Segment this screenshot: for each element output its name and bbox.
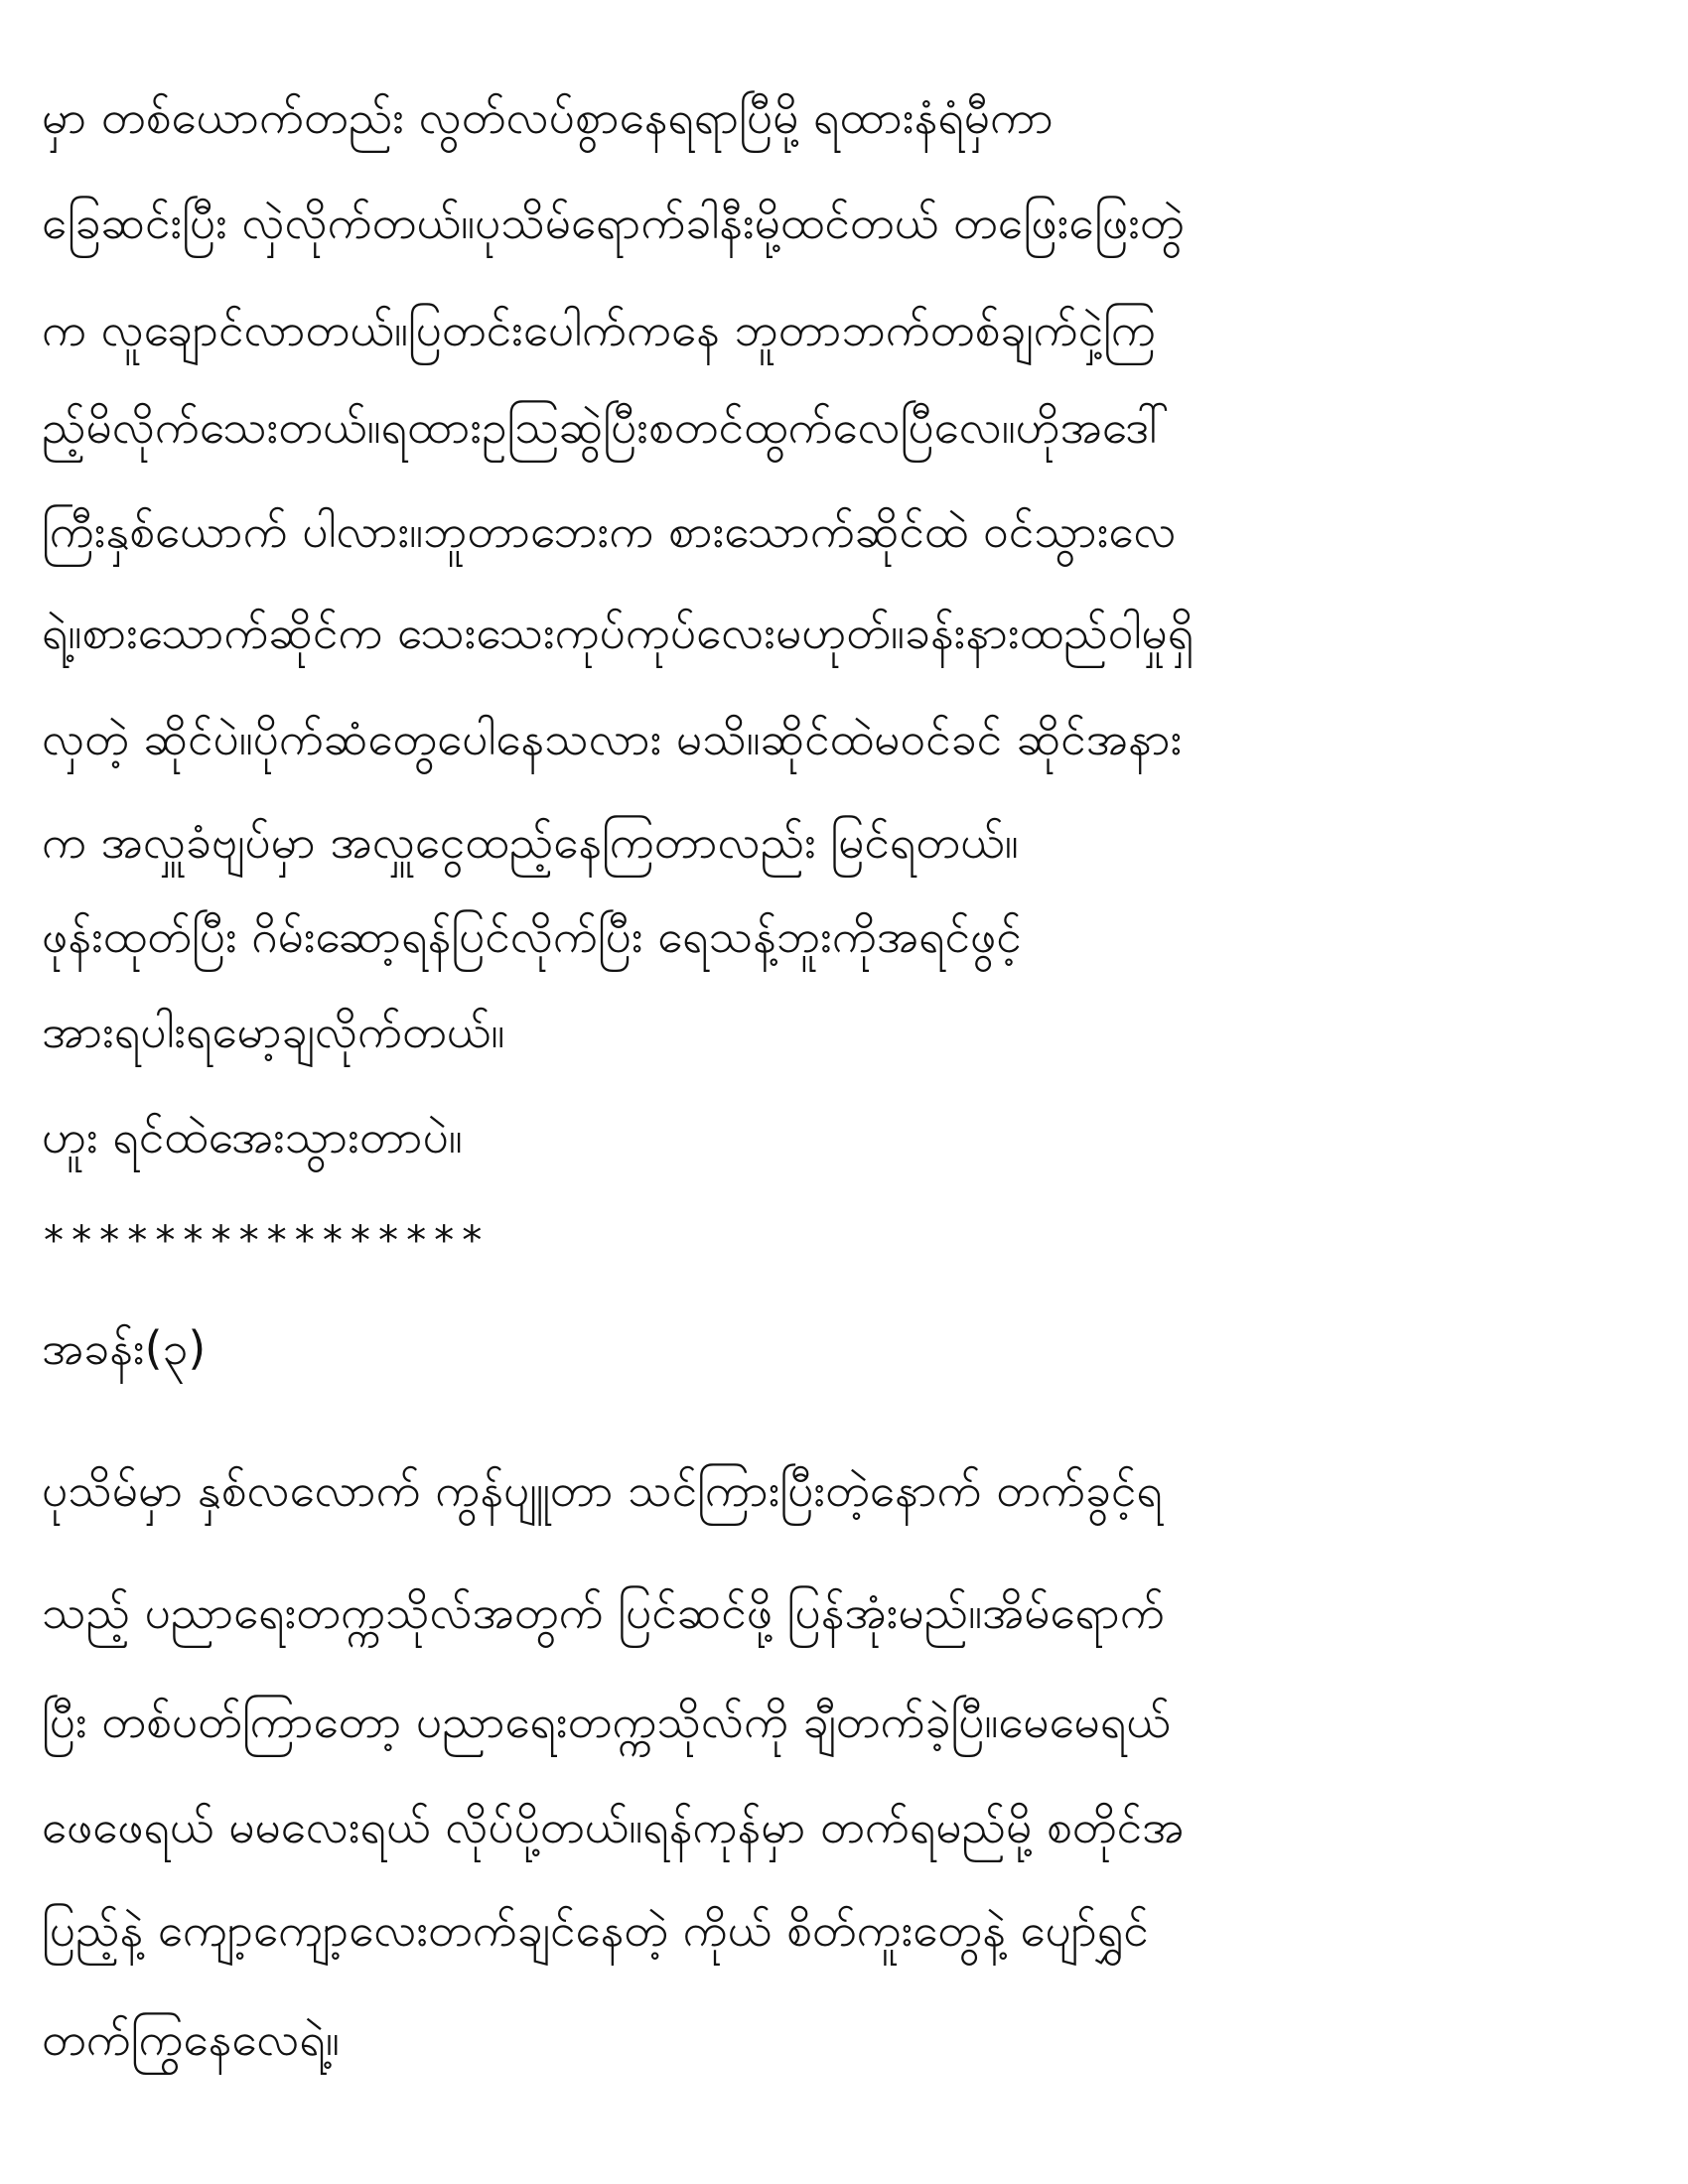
text-line: သည့် ပညာရေးတက္ကသိုလ်အတွက် ပြင်ဆင်ဖို့ ပြန်အုံးမည်။အိမ်ရောက်: [42, 1585, 1165, 1639]
text-line: ခြေဆင်းပြီး လှဲလိုက်တယ်။ပုသိမ်ရောက်ခါနီးမို့ထင်တယ် တဖြေးဖြေးတွဲ: [42, 196, 1185, 249]
text-line: မှာ တစ်ယောက်တည်း လွတ်လပ်စွာနေရရာပြီမို့ ရထားနံရံမှီကာ: [42, 90, 1054, 144]
text-line: လှတဲ့ ဆိုင်ပဲ။ပိုက်ဆံတွေပေါနေသလား မသိ။ဆိုင်ထဲမဝင်ခင် ဆိုင်အနား: [42, 712, 1183, 765]
text-line: ဟူး ရင်ထဲအေးသွားတာပဲ။: [42, 1110, 463, 1163]
chapter-heading: အခန်း(၃): [42, 1321, 207, 1375]
text-line: ပြီး တစ်ပတ်ကြာတော့ ပညာရေးတက္ကသိုလ်ကို ချီတက်ခဲ့ပြီ။မေမေရယ်: [42, 1695, 1171, 1748]
text-line: က အလှူခံဗျပ်မှာ အလှူငွေထည့်နေကြတာလည်း မြင်ရတယ်။: [42, 815, 1019, 869]
text-line: ပုသိမ်မှာ နှစ်လလောက် ကွန်ပျူတာ သင်ကြားပြီးတဲ့နောက် တက်ခွင့်ရ: [42, 1463, 1163, 1517]
text-line: ကြီးနှစ်ယောက် ပါလား။ဘူတာဘေးက စားသောက်ဆိုင်ထဲ ဝင်သွားလေ: [42, 504, 1177, 558]
text-line: ရဲ့။စားသောက်ဆိုင်က သေးသေးကုပ်ကုပ်လေးမဟုတ်။ခန်းနားထည်ဝါမှုရှိ: [42, 606, 1195, 659]
text-line: ဖေဖေရယ် မမလေးရယ် လိုပ်ပို့တယ်။ရန်ကုန်မှာ တက်ရမည်မို့ စတိုင်အ: [42, 1800, 1185, 1853]
text-line: ည့်မိလိုက်သေးတယ်။ရထားဥသြဆွဲပြီးစတင်ထွက်လေပြီလေ။ဟိုအဒေါ်: [42, 400, 1170, 454]
text-line: တက်ကြွနေလေရဲ့။: [42, 2012, 340, 2066]
text-line: ပြည့်နဲ့ ကျော့ကျော့လေးတက်ချင်နေတဲ့ ကိုယ် စိတ်ကူးတွေနဲ့ ပျော်ရွှင်: [42, 1903, 1149, 1957]
text-line: အားရပါးရမော့ချလိုက်တယ်။: [42, 1005, 505, 1058]
text-line: က လူချောင်လာတယ်။ပြတင်းပေါက်ကနေ ဘူတာဘက်တစ်ချက်ငှဲ့ကြ: [42, 303, 1156, 356]
section-separator: ****************: [42, 1218, 489, 1264]
text-line: ဖုန်းထုတ်ပြီး ဂိမ်းဆော့ရန်ပြင်လိုက်ပြီး ရေသန့်ဘူးကိုအရင်ဖွင့်: [42, 909, 1022, 963]
